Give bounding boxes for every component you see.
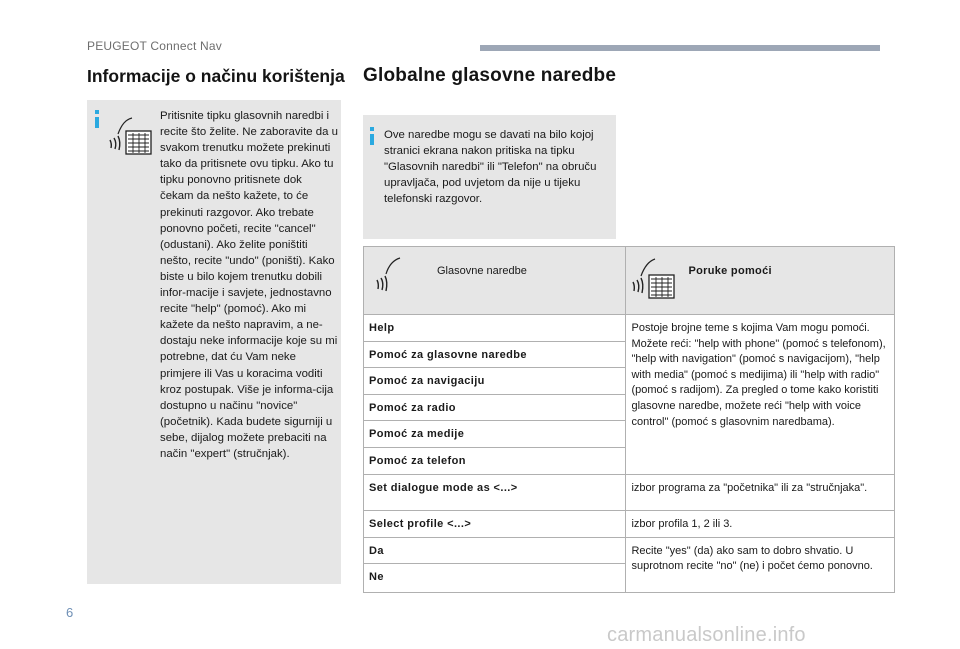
command-cell: Ne xyxy=(364,564,626,593)
usage-info-text: Pritisnite tipku glasovnih naredbi i recite što želite. Ne zaboravite da u svakom trenutku možete prekinuti tako da pritisnete ovu tipku. Ako tu tipku ponovno pritisnete dok čekam da nešto kažete, to će prekinuti razgovor. Ako trebate ponovno početi, recite "cancel" (odustani). Ako želite poništiti nešto, recite "undo" (poništi). Kako biste u bilo kojem trenutku dobili infor-macije i savjete, jednostavno recite "help" (pomoć). Ako mi kažete da nešto napravim, a ne-dostaju neke informacije koje su mi potrebne, dat ću Vam neke primjere ili Vas u koracima voditi kroz postupak. Više je informa-cija dostupno u načinu "novice" (početnik). Kada budete sigurniji u sebe, dijalog možete prebaciti na način "expert" (stručnjak). xyxy=(160,110,338,460)
command-cell: Pomoć za telefon xyxy=(364,447,626,474)
command-cell: Pomoć za medije xyxy=(364,421,626,448)
table-row xyxy=(364,510,895,537)
info-icon xyxy=(95,117,99,128)
command-cell: Set dialogue mode as <...> xyxy=(364,474,626,510)
steering-keypad-icon xyxy=(649,275,674,298)
voice-commands-table xyxy=(363,246,895,593)
command-cell: Pomoć za glasovne naredbe xyxy=(364,341,626,368)
usage-info-heading: Informacije o načinu korištenja xyxy=(87,66,345,86)
table-header-commands-label: Glasovne naredbe xyxy=(437,265,527,277)
voice-icon xyxy=(376,256,404,292)
voice-command-icon xyxy=(109,114,155,156)
table-row xyxy=(364,474,895,510)
global-commands-heading: Globalne glasovne naredbe xyxy=(363,65,617,86)
header-title: PEUGEOT Connect Nav xyxy=(87,39,222,53)
global-commands-info-text: Ove naredbe mogu se davati na bilo kojoj stranici ekrana nakon pritiska na tipku "Glasovnih naredbi" ili "Telefon" na obruču upravljača, pod uvjetom da nije u tijeku telefonski razgovor. xyxy=(384,129,597,206)
message-cell: izbor profila 1, 2 ili 3. xyxy=(626,510,895,537)
steering-keypad-icon xyxy=(126,131,151,154)
info-icon xyxy=(370,134,374,145)
table-header-messages xyxy=(626,247,895,315)
table-row xyxy=(364,537,895,564)
table-row xyxy=(364,315,895,342)
header-rule xyxy=(480,45,880,51)
voice-command-icon xyxy=(632,256,678,300)
command-cell: Help xyxy=(364,315,626,342)
help-message-cell: Postoje brojne teme s kojima Vam mogu pomoći. Možete reći: "help with phone" (pomoć s telefonom), "help with navigation" (pomoć s navigacijom), "help with media" (pomoć s medijima) ili "help with radio" (pomoć s radijom). Za pregled o tome kako koristiti glasovne naredbe, možete reći "help with voice control" (pomoć s glasovnim naredbama). xyxy=(626,315,895,475)
message-cell: izbor programa za "početnika" ili za "stručnjaka". xyxy=(626,474,895,510)
command-cell: Pomoć za navigaciju xyxy=(364,368,626,395)
page-number: 6 xyxy=(66,605,74,620)
command-cell: Da xyxy=(364,537,626,564)
table-header-commands xyxy=(364,247,626,315)
table-header-row xyxy=(364,247,895,315)
command-cell: Pomoć za radio xyxy=(364,394,626,421)
message-cell: Recite "yes" (da) ako sam to dobro shvatio. U suprotnom recite "no" (ne) i počet ćemo ponovno. xyxy=(626,537,895,593)
command-cell: Select profile <...> xyxy=(364,510,626,537)
table-header-messages-label: Poruke pomoći xyxy=(688,265,772,277)
watermark: carmanualsonline.info xyxy=(607,624,806,646)
